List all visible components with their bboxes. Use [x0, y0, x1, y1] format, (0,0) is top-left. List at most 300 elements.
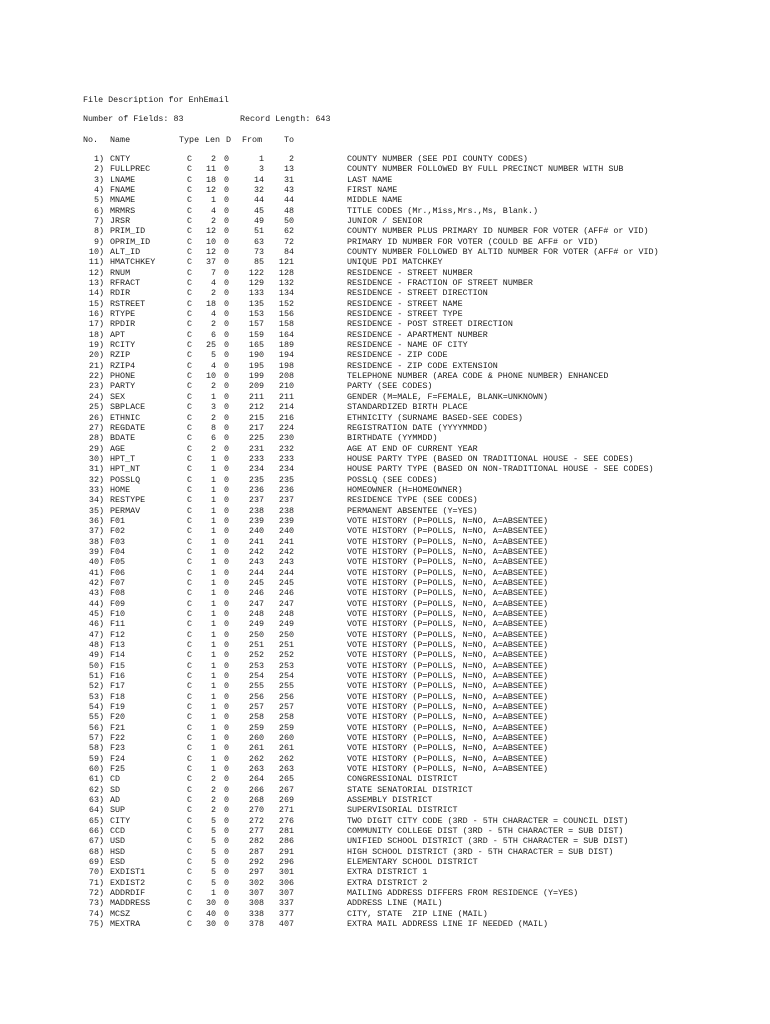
- row-from: 249: [248, 619, 264, 630]
- row-no: 29): [88, 443, 104, 454]
- row-d: 0: [224, 588, 230, 599]
- table-row: [0, 454, 770, 464]
- table-row: [0, 423, 770, 433]
- row-from: 63: [253, 236, 264, 247]
- row-name: RTYPE: [110, 309, 136, 320]
- row-description: VOTE HISTORY (P=POLLS, N=NO, A=ABSENTEE): [347, 567, 549, 578]
- row-type: C: [187, 443, 193, 454]
- row-from: 245: [248, 577, 264, 588]
- row-name: CNTY: [110, 154, 131, 164]
- row-type: C: [187, 795, 193, 806]
- row-len: 5: [210, 846, 216, 857]
- row-name: OPRIM_ID: [110, 236, 151, 247]
- row-from: 266: [248, 784, 264, 795]
- table-row: [0, 319, 770, 329]
- row-from: 268: [248, 795, 264, 806]
- row-from: 231: [248, 443, 264, 454]
- row-name: F10: [110, 608, 126, 619]
- row-d: 0: [224, 919, 230, 930]
- row-description: RESIDENCE TYPE (SEE CODES): [347, 495, 478, 506]
- table-row: [0, 350, 770, 360]
- row-no: 11): [88, 257, 104, 268]
- row-no: 58): [88, 743, 104, 754]
- row-no: 52): [88, 681, 104, 692]
- row-to: 238: [278, 505, 294, 516]
- row-len: 1: [210, 671, 216, 681]
- row-description: TITLE CODES (Mr.,Miss,Mrs.,Ms, Blank.): [347, 205, 538, 216]
- row-to: 271: [278, 805, 294, 816]
- row-name: F20: [110, 712, 126, 723]
- row-len: 2: [210, 805, 216, 816]
- row-to: 210: [278, 381, 294, 392]
- row-len: 4: [210, 360, 216, 371]
- row-name: BDATE: [110, 433, 136, 444]
- table-row: [0, 609, 770, 619]
- row-no: 18): [88, 329, 104, 340]
- row-no: 49): [88, 650, 104, 661]
- row-type: C: [187, 422, 193, 433]
- row-len: 6: [210, 433, 216, 444]
- row-len: 1: [210, 577, 216, 588]
- row-description: POSSLQ (SEE CODES): [347, 474, 438, 485]
- row-to: 237: [278, 495, 294, 506]
- row-to: 250: [278, 629, 294, 640]
- row-name: ADDRDIF: [110, 888, 146, 899]
- row-len: 1: [210, 495, 216, 506]
- row-from: 212: [248, 402, 264, 413]
- row-name: F14: [110, 650, 126, 661]
- row-name: RSTREET: [110, 298, 146, 309]
- row-to: 216: [278, 412, 294, 423]
- row-len: 1: [210, 546, 216, 557]
- row-from: 302: [248, 877, 264, 888]
- row-no: 23): [88, 381, 104, 392]
- row-to: 257: [278, 702, 294, 713]
- row-len: 40: [205, 908, 216, 919]
- col-no: No.: [83, 135, 99, 145]
- row-description: ELEMENTARY SCHOOL DISTRICT: [347, 857, 478, 868]
- row-description: VOTE HISTORY (P=POLLS, N=NO, A=ABSENTEE): [347, 598, 549, 609]
- table-row: [0, 547, 770, 557]
- row-type: C: [187, 412, 193, 423]
- row-description: HOMEOWNER (H=HOMEOWNER): [347, 484, 463, 495]
- table-row: [0, 867, 770, 877]
- row-description: VOTE HISTORY (P=POLLS, N=NO, A=ABSENTEE): [347, 660, 549, 671]
- row-no: 43): [88, 588, 104, 599]
- row-from: 45: [253, 205, 264, 216]
- row-to: 240: [278, 526, 294, 537]
- row-type: C: [187, 753, 193, 764]
- row-len: 2: [210, 443, 216, 454]
- table-row: [0, 195, 770, 205]
- row-name: ETHNIC: [110, 412, 141, 423]
- row-from: 211: [248, 391, 264, 402]
- row-to: 245: [278, 577, 294, 588]
- row-from: 256: [248, 691, 264, 702]
- row-no: 10): [88, 247, 104, 258]
- row-type: C: [187, 371, 193, 382]
- row-from: 247: [248, 598, 264, 609]
- table-row: [0, 743, 770, 753]
- row-to: 251: [278, 639, 294, 650]
- row-len: 1: [210, 391, 216, 402]
- row-len: 1: [210, 712, 216, 723]
- row-to: 291: [278, 846, 294, 857]
- row-len: 2: [210, 288, 216, 299]
- row-len: 1: [210, 505, 216, 516]
- row-from: 236: [248, 484, 264, 495]
- row-no: 65): [88, 815, 104, 826]
- row-description: VOTE HISTORY (P=POLLS, N=NO, A=ABSENTEE): [347, 588, 549, 599]
- row-description: VOTE HISTORY (P=POLLS, N=NO, A=ABSENTEE): [347, 671, 549, 681]
- row-d: 0: [224, 795, 230, 806]
- table-row: [0, 847, 770, 857]
- row-no: 32): [88, 474, 104, 485]
- table-row: [0, 630, 770, 640]
- row-to: 243: [278, 557, 294, 568]
- row-type: C: [187, 919, 193, 930]
- row-from: 263: [248, 764, 264, 775]
- row-type: C: [187, 257, 193, 268]
- row-from: 153: [248, 309, 264, 320]
- row-description: EXTRA MAIL ADDRESS LINE IF NEEDED (MAIL): [347, 919, 549, 930]
- row-to: 258: [278, 712, 294, 723]
- row-d: 0: [224, 650, 230, 661]
- row-from: 297: [248, 867, 264, 878]
- row-to: 128: [278, 267, 294, 278]
- row-description: VOTE HISTORY (P=POLLS, N=NO, A=ABSENTEE): [347, 764, 549, 775]
- row-name: HMATCHKEY: [110, 257, 156, 268]
- row-len: 18: [205, 174, 216, 185]
- row-no: 4): [93, 185, 104, 196]
- row-description: COUNTY NUMBER (SEE PDI COUNTY CODES): [347, 154, 528, 164]
- row-type: C: [187, 164, 193, 175]
- table-row: [0, 774, 770, 784]
- row-from: 270: [248, 805, 264, 816]
- row-no: 15): [88, 298, 104, 309]
- row-no: 57): [88, 733, 104, 744]
- row-description: CONGRESSIONAL DISTRICT: [347, 774, 458, 785]
- row-d: 0: [224, 567, 230, 578]
- row-type: C: [187, 205, 193, 216]
- row-to: 259: [278, 722, 294, 733]
- row-type: C: [187, 464, 193, 475]
- table-row: [0, 185, 770, 195]
- row-to: 276: [278, 815, 294, 826]
- row-to: 247: [278, 598, 294, 609]
- row-no: 62): [88, 784, 104, 795]
- row-d: 0: [224, 247, 230, 258]
- row-d: 0: [224, 712, 230, 723]
- row-type: C: [187, 185, 193, 196]
- row-no: 42): [88, 577, 104, 588]
- row-description: CITY, STATE ZIP LINE (MAIL): [347, 908, 488, 919]
- row-name: F06: [110, 567, 126, 578]
- row-from: 237: [248, 495, 264, 506]
- table-row: [0, 754, 770, 764]
- row-description: VOTE HISTORY (P=POLLS, N=NO, A=ABSENTEE): [347, 681, 549, 692]
- row-len: 12: [205, 226, 216, 237]
- row-type: C: [187, 691, 193, 702]
- row-len: 2: [210, 381, 216, 392]
- row-len: 4: [210, 205, 216, 216]
- row-d: 0: [224, 474, 230, 485]
- table-row: [0, 836, 770, 846]
- row-type: C: [187, 671, 193, 681]
- row-no: 53): [88, 691, 104, 702]
- row-type: C: [187, 764, 193, 775]
- row-no: 60): [88, 764, 104, 775]
- row-name: F03: [110, 536, 126, 547]
- row-no: 54): [88, 702, 104, 713]
- col-name: Name: [110, 135, 131, 145]
- row-name: F08: [110, 588, 126, 599]
- row-from: 159: [248, 329, 264, 340]
- row-type: C: [187, 702, 193, 713]
- row-d: 0: [224, 836, 230, 847]
- row-from: 165: [248, 340, 264, 351]
- table-row: [0, 216, 770, 226]
- row-from: 282: [248, 836, 264, 847]
- row-type: C: [187, 898, 193, 909]
- row-name: RFRACT: [110, 278, 141, 289]
- row-no: 51): [88, 671, 104, 681]
- row-no: 59): [88, 753, 104, 764]
- row-len: 37: [205, 257, 216, 268]
- table-row: [0, 371, 770, 381]
- row-description: LAST NAME: [347, 174, 393, 185]
- row-no: 64): [88, 805, 104, 816]
- row-type: C: [187, 381, 193, 392]
- table-row: [0, 919, 770, 929]
- row-d: 0: [224, 536, 230, 547]
- row-to: 253: [278, 660, 294, 671]
- row-no: 35): [88, 505, 104, 516]
- row-description: VOTE HISTORY (P=POLLS, N=NO, A=ABSENTEE): [347, 577, 549, 588]
- row-description: EXTRA DISTRICT 1: [347, 867, 428, 878]
- row-d: 0: [224, 691, 230, 702]
- row-to: 254: [278, 671, 294, 681]
- row-type: C: [187, 784, 193, 795]
- row-d: 0: [224, 205, 230, 216]
- row-from: 308: [248, 898, 264, 909]
- table-row: [0, 361, 770, 371]
- row-to: 72: [283, 236, 294, 247]
- row-type: C: [187, 453, 193, 464]
- row-description: ADDRESS LINE (MAIL): [347, 898, 443, 909]
- row-type: C: [187, 826, 193, 837]
- row-from: 233: [248, 453, 264, 464]
- row-name: RPDIR: [110, 319, 136, 330]
- row-len: 11: [205, 164, 216, 175]
- row-no: 73): [88, 898, 104, 909]
- row-description: TWO DIGIT CITY CODE (3RD - 5TH CHARACTER = COUNCIL DIST): [347, 815, 629, 826]
- row-d: 0: [224, 257, 230, 268]
- table-row: [0, 516, 770, 526]
- table-row: [0, 475, 770, 485]
- col-type: Type: [179, 135, 200, 145]
- row-type: C: [187, 712, 193, 723]
- row-from: 378: [248, 919, 264, 930]
- row-no: 13): [88, 278, 104, 289]
- row-to: 224: [278, 422, 294, 433]
- row-name: F05: [110, 557, 126, 568]
- table-row: [0, 413, 770, 423]
- row-no: 3): [93, 174, 104, 185]
- row-name: SBPLACE: [110, 402, 146, 413]
- row-name: CCD: [110, 826, 126, 837]
- row-from: 73: [253, 247, 264, 258]
- row-no: 48): [88, 639, 104, 650]
- row-no: 17): [88, 319, 104, 330]
- row-description: UNIQUE PDI MATCHKEY: [347, 257, 443, 268]
- table-row: [0, 795, 770, 805]
- table-row: [0, 164, 770, 174]
- row-name: LNAME: [110, 174, 136, 185]
- row-from: 287: [248, 846, 264, 857]
- row-no: 37): [88, 526, 104, 537]
- table-row: [0, 330, 770, 340]
- row-len: 1: [210, 639, 216, 650]
- row-from: 209: [248, 381, 264, 392]
- row-no: 36): [88, 515, 104, 526]
- row-d: 0: [224, 433, 230, 444]
- row-from: 3: [258, 164, 264, 175]
- table-row: [0, 692, 770, 702]
- row-from: 215: [248, 412, 264, 423]
- row-name: HOME: [110, 484, 131, 495]
- row-no: 2): [93, 164, 104, 175]
- row-type: C: [187, 174, 193, 185]
- row-description: GENDER (M=MALE, F=FEMALE, BLANK=UNKNOWN): [347, 391, 549, 402]
- row-name: F02: [110, 526, 126, 537]
- row-name: F24: [110, 753, 126, 764]
- row-to: 407: [278, 919, 294, 930]
- row-description: JUNIOR / SENIOR: [347, 216, 423, 227]
- row-name: EXDIST1: [110, 867, 146, 878]
- row-to: 62: [283, 226, 294, 237]
- row-d: 0: [224, 784, 230, 795]
- table-row: [0, 785, 770, 795]
- row-type: C: [187, 836, 193, 847]
- table-row: [0, 257, 770, 267]
- table-row: [0, 764, 770, 774]
- row-name: F21: [110, 722, 126, 733]
- row-description: VOTE HISTORY (P=POLLS, N=NO, A=ABSENTEE): [347, 702, 549, 713]
- row-type: C: [187, 722, 193, 733]
- row-from: 243: [248, 557, 264, 568]
- row-name: CITY: [110, 815, 131, 826]
- row-type: C: [187, 340, 193, 351]
- row-name: F15: [110, 660, 126, 671]
- row-no: 6): [93, 205, 104, 216]
- row-description: UNIFIED SCHOOL DISTRICT (3RD - 5TH CHARACTER = SUB DIST): [347, 836, 629, 847]
- row-name: PHONE: [110, 371, 136, 382]
- row-name: F16: [110, 671, 126, 681]
- row-d: 0: [224, 722, 230, 733]
- row-to: 263: [278, 764, 294, 775]
- row-description: PARTY (SEE CODES): [347, 381, 433, 392]
- table-row: [0, 733, 770, 743]
- row-description: RESIDENCE - FRACTION OF STREET NUMBER: [347, 278, 533, 289]
- row-to: 269: [278, 795, 294, 806]
- row-from: 49: [253, 216, 264, 227]
- row-type: C: [187, 391, 193, 402]
- row-d: 0: [224, 381, 230, 392]
- row-description: VOTE HISTORY (P=POLLS, N=NO, A=ABSENTEE): [347, 526, 549, 537]
- row-len: 30: [205, 919, 216, 930]
- row-type: C: [187, 278, 193, 289]
- row-no: 47): [88, 629, 104, 640]
- row-from: 338: [248, 908, 264, 919]
- row-len: 1: [210, 753, 216, 764]
- row-type: C: [187, 505, 193, 516]
- row-d: 0: [224, 340, 230, 351]
- table-row: [0, 878, 770, 888]
- row-to: 31: [283, 174, 294, 185]
- row-type: C: [187, 629, 193, 640]
- row-name: HSD: [110, 846, 126, 857]
- row-len: 1: [210, 619, 216, 630]
- row-from: 217: [248, 422, 264, 433]
- row-to: 235: [278, 474, 294, 485]
- row-d: 0: [224, 391, 230, 402]
- table-row: [0, 640, 770, 650]
- row-from: 307: [248, 888, 264, 899]
- row-d: 0: [224, 898, 230, 909]
- row-to: 244: [278, 567, 294, 578]
- row-no: 27): [88, 422, 104, 433]
- row-len: 1: [210, 453, 216, 464]
- row-from: 14: [253, 174, 264, 185]
- row-from: 44: [253, 195, 264, 206]
- table-row: [0, 309, 770, 319]
- row-description: ASSEMBLY DISTRICT: [347, 795, 433, 806]
- row-to: 252: [278, 650, 294, 661]
- row-to: 211: [278, 391, 294, 402]
- row-d: 0: [224, 877, 230, 888]
- row-type: C: [187, 815, 193, 826]
- row-name: F01: [110, 515, 126, 526]
- row-name: PERMAV: [110, 505, 141, 516]
- row-name: SUP: [110, 805, 126, 816]
- row-description: VOTE HISTORY (P=POLLS, N=NO, A=ABSENTEE): [347, 722, 549, 733]
- row-type: C: [187, 608, 193, 619]
- row-name: PARTY: [110, 381, 136, 392]
- row-from: 122: [248, 267, 264, 278]
- row-no: 50): [88, 660, 104, 671]
- table-row: [0, 702, 770, 712]
- row-description: AGE AT END OF CURRENT YEAR: [347, 443, 478, 454]
- row-len: 25: [205, 340, 216, 351]
- row-name: RZIP4: [110, 360, 136, 371]
- row-from: 264: [248, 774, 264, 785]
- row-len: 2: [210, 774, 216, 785]
- row-d: 0: [224, 371, 230, 382]
- table-row: [0, 671, 770, 681]
- row-len: 1: [210, 588, 216, 599]
- row-d: 0: [224, 619, 230, 630]
- row-type: C: [187, 867, 193, 878]
- row-d: 0: [224, 484, 230, 495]
- row-len: 1: [210, 629, 216, 640]
- row-description: RESIDENCE - APARTMENT NUMBER: [347, 329, 488, 340]
- row-d: 0: [224, 598, 230, 609]
- table-row: [0, 588, 770, 598]
- row-no: 12): [88, 267, 104, 278]
- row-type: C: [187, 484, 193, 495]
- row-name: CD: [110, 774, 121, 785]
